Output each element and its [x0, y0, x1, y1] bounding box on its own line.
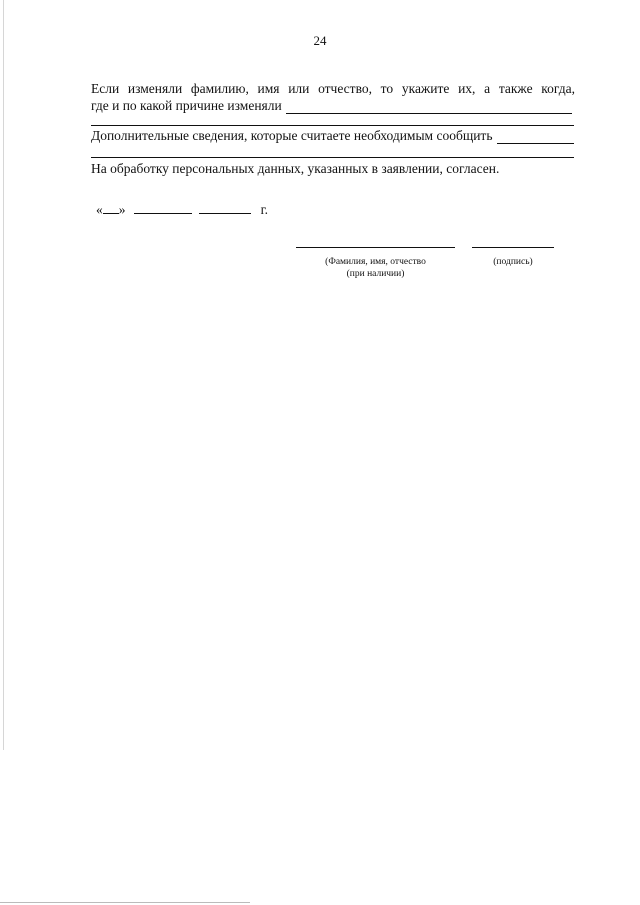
name-change-question [91, 80, 575, 114]
full-name-field[interactable] [296, 247, 455, 248]
full-name-caption-line-2: (при наличии) [346, 269, 405, 279]
name-change-line-2-text: где и по какой причине изменяли [91, 98, 282, 113]
name-change-answer-line-2[interactable] [91, 125, 574, 126]
date-year-field[interactable] [199, 201, 251, 214]
date-open-quote: « [96, 202, 103, 217]
date-line [96, 201, 268, 218]
name-change-answer-field[interactable] [286, 102, 572, 114]
date-month-field[interactable] [134, 201, 192, 214]
signature-field[interactable] [472, 247, 554, 248]
scan-margin-line [3, 0, 4, 750]
date-day-field[interactable] [103, 201, 119, 214]
date-year-suffix: г. [260, 202, 269, 217]
full-name-caption-line-1: (Фамилия, имя, отчество [325, 257, 426, 267]
date-close-quote: » [118, 202, 126, 217]
additional-info-text: Дополнительные сведения, которые считаете необходимым сообщить [91, 128, 493, 143]
full-name-caption [296, 256, 455, 280]
page-number: 24 [313, 33, 327, 48]
scan-footer-line [0, 902, 250, 903]
consent-statement [91, 160, 575, 177]
name-change-line-2 [91, 97, 575, 114]
additional-info-answer-line-2[interactable] [91, 157, 574, 158]
name-change-line-1: Если изменяли фамилию, имя или отчество, то укажите их, а также когда, [91, 81, 575, 96]
additional-info [91, 127, 575, 144]
additional-info-row [91, 127, 575, 144]
signature-caption: (подпись) [493, 257, 533, 267]
consent-text: На обработку персональных данных, указанных в заявлении, согласен. [91, 161, 500, 176]
additional-info-field[interactable] [497, 132, 575, 144]
